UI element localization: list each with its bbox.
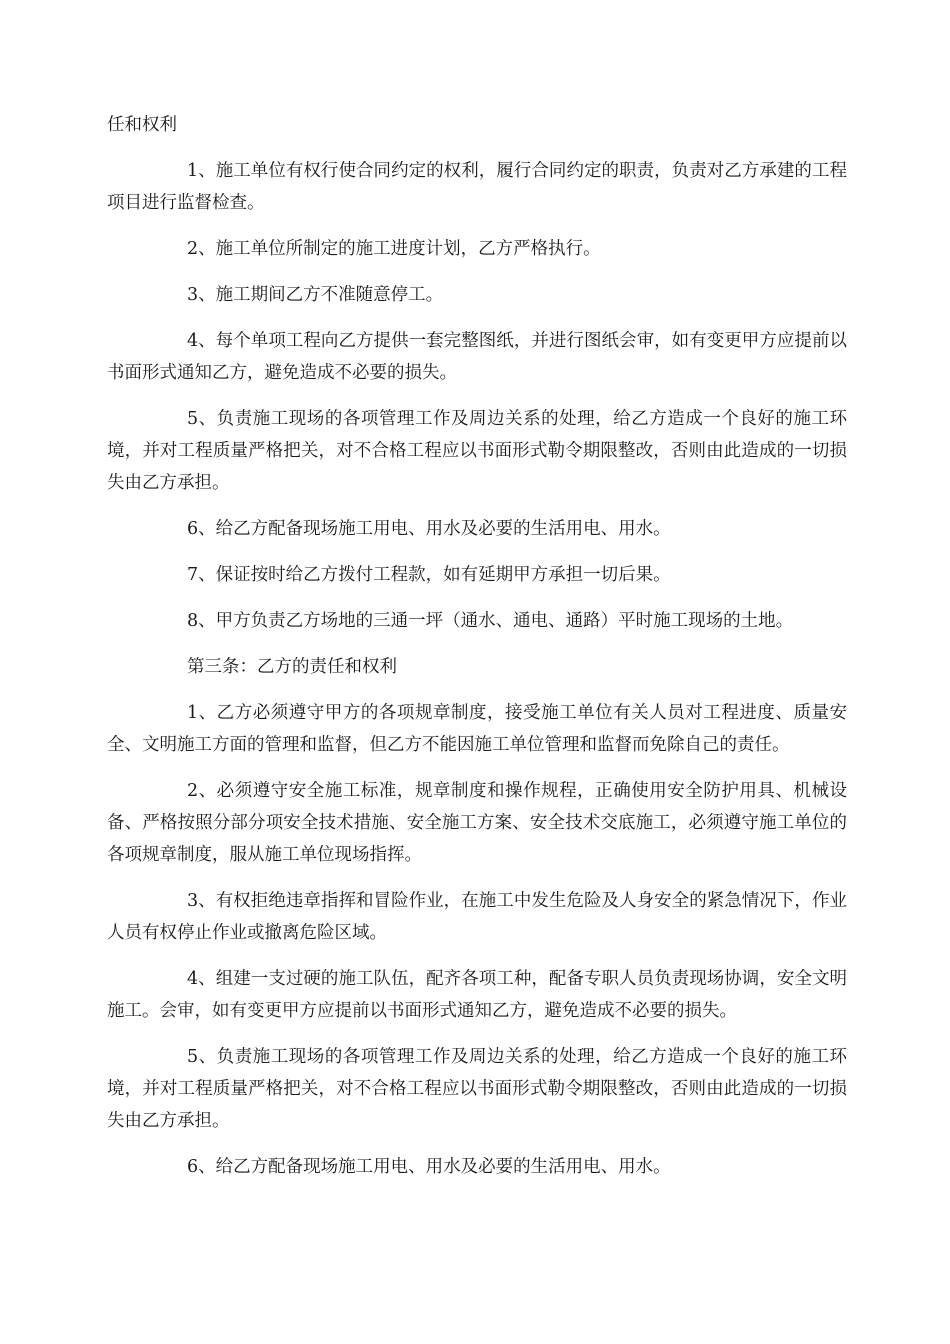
paragraph-b-2: 2、必须遵守安全施工标准，规章制度和操作规程，正确使用安全防护用具、机械设备、严格按照分部分项安全技术措施、安全施工方案、安全技术交底施工，必须遵守施工单位的各项规章制度，服从施工单位现场指挥。 [107, 781, 847, 865]
paragraph-a-8: 8、甲方负责乙方场地的三通一坪（通水、通电、通路）平时施工现场的土地。 [187, 611, 794, 631]
paragraph-a-1: 1、施工单位有权行使合同约定的权利，履行合同约定的职责，负责对乙方承建的工程项目进行监督检查。 [107, 161, 847, 213]
paragraph-a-3: 3、施工期间乙方不准随意停工。 [187, 285, 444, 305]
paragraph-continuation-heading: 任和权利 [107, 115, 177, 135]
paragraph-a-6: 6、给乙方配备现场施工用电、用水及必要的生活用电、用水。 [187, 519, 671, 539]
section-heading-article-3: 第三条：乙方的责任和权利 [187, 657, 397, 677]
paragraph-b-6: 6、给乙方配备现场施工用电、用水及必要的生活用电、用水。 [187, 1157, 671, 1177]
paragraph-a-5: 5、负责施工现场的各项管理工作及周边关系的处理，给乙方造成一个良好的施工环境，并对工程质量严格把关，对不合格工程应以书面形式勒令期限整改，否则由此造成的一切损失由乙方承担。 [107, 409, 847, 493]
paragraph-b-4: 4、组建一支过硬的施工队伍，配齐各项工种，配备专职人员负责现场协调，安全文明施工。会审，如有变更甲方应提前以书面形式通知乙方，避免造成不必要的损失。 [107, 969, 847, 1021]
paragraph-b-1: 1、乙方必须遵守甲方的各项规章制度，接受施工单位有关人员对工程进度、质量安全、文明施工方面的管理和监督，但乙方不能因施工单位管理和监督而免除自己的责任。 [107, 703, 847, 755]
paragraph-a-2: 2、施工单位所制定的施工进度计划，乙方严格执行。 [187, 239, 601, 259]
paragraph-b-5: 5、负责施工现场的各项管理工作及周边关系的处理，给乙方造成一个良好的施工环境，并对工程质量严格把关，对不合格工程应以书面形式勒令期限整改，否则由此造成的一切损失由乙方承担。 [107, 1047, 847, 1131]
paragraph-b-3: 3、有权拒绝违章指挥和冒险作业，在施工中发生危险及人身安全的紧急情况下，作业人员有权停止作业或撤离危险区域。 [107, 891, 847, 943]
document-body [107, 109, 847, 1197]
paragraph-a-4: 4、每个单项工程向乙方提供一套完整图纸，并进行图纸会审，如有变更甲方应提前以书面形式通知乙方，避免造成不必要的损失。 [107, 331, 847, 383]
paragraph-a-7: 7、保证按时给乙方拨付工程款，如有延期甲方承担一切后果。 [187, 565, 671, 585]
